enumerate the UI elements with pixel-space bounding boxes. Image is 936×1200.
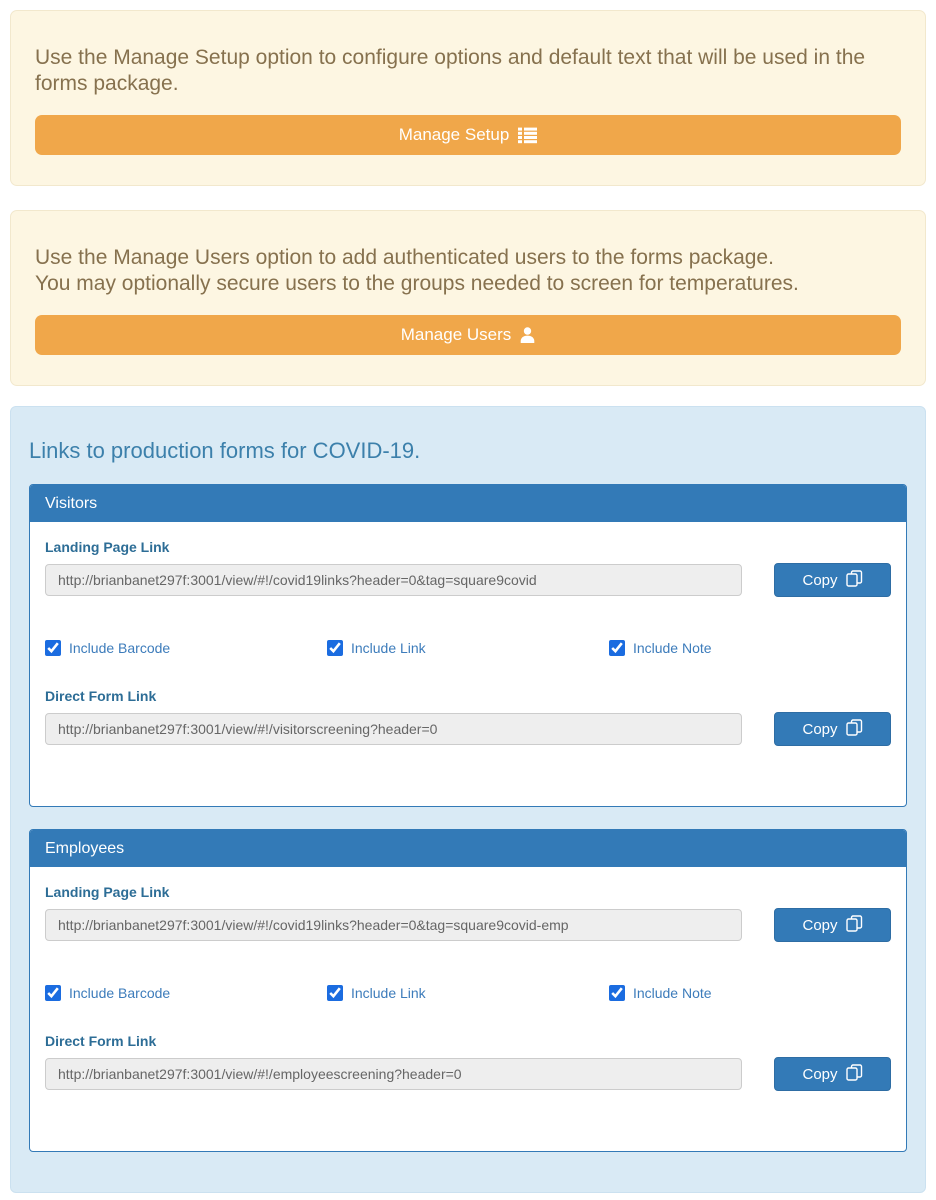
employees-landing-copy-button[interactable] xyxy=(774,908,891,942)
employees-direct-copy-button[interactable] xyxy=(774,1057,891,1091)
employees-landing-row xyxy=(45,909,891,942)
checkbox-label: Include Link xyxy=(350,640,426,657)
visitors-include-barcode-checkbox[interactable] xyxy=(45,640,61,656)
employees-include-link-checkbox[interactable] xyxy=(327,985,343,1001)
links-panel-heading: Links to production forms for COVID-19. xyxy=(29,437,421,463)
visitors-card-header xyxy=(30,485,906,522)
visitors-card-body xyxy=(30,522,906,806)
visitors-direct-row xyxy=(45,713,891,746)
manage-setup-button-label: Manage Setup xyxy=(398,124,510,144)
checkbox-label: Include Barcode xyxy=(69,640,171,657)
employees-direct-url-input[interactable] xyxy=(45,1058,742,1090)
employees-card-body xyxy=(30,867,906,1151)
checkbox-label: Include Link xyxy=(350,985,426,1002)
visitors-include-link-option[interactable] xyxy=(327,640,609,656)
copy-icon xyxy=(846,915,863,936)
employees-include-note-option[interactable] xyxy=(609,985,891,1001)
visitors-include-barcode-option[interactable] xyxy=(45,640,327,656)
manage-users-description-line1: Use the Manage Users option to add authenticated users to the forms package. xyxy=(35,245,774,269)
th-list-icon xyxy=(518,127,537,144)
manage-users-button-label: Manage Users xyxy=(400,324,512,344)
visitors-include-note-checkbox[interactable] xyxy=(609,640,625,656)
employees-card-title: Employees xyxy=(45,839,125,857)
copy-button-label: Copy xyxy=(802,720,838,738)
employees-card xyxy=(29,829,907,1152)
manage-users-button[interactable] xyxy=(35,315,901,355)
checkbox-label: Include Note xyxy=(632,985,712,1002)
visitors-include-note-option[interactable] xyxy=(609,640,891,656)
employees-landing-url-input[interactable] xyxy=(45,909,742,941)
visitors-direct-copy-button[interactable] xyxy=(774,712,891,746)
copy-icon xyxy=(846,719,863,740)
manage-users-description-line2: You may optionally secure users to the groups needed to screen for temperatures. xyxy=(35,272,799,296)
employees-include-barcode-option[interactable] xyxy=(45,985,327,1001)
employees-options-row xyxy=(45,985,891,1001)
visitors-card xyxy=(29,484,907,807)
manage-users-description xyxy=(35,245,901,298)
visitors-include-link-checkbox[interactable] xyxy=(327,640,343,656)
visitors-options-row xyxy=(45,640,891,656)
visitors-landing-row xyxy=(45,564,891,597)
visitors-landing-url-input[interactable] xyxy=(45,564,742,596)
copy-button-label: Copy xyxy=(802,916,838,934)
copy-icon xyxy=(846,570,863,591)
production-links-panel xyxy=(10,406,926,1194)
checkbox-label: Include Note xyxy=(632,640,712,657)
copy-button-label: Copy xyxy=(802,1065,838,1083)
manage-setup-panel xyxy=(10,10,926,186)
manage-users-panel xyxy=(10,210,926,386)
employees-card-header xyxy=(30,830,906,867)
employees-include-link-option[interactable] xyxy=(327,985,609,1001)
employees-include-barcode-checkbox[interactable] xyxy=(45,985,61,1001)
visitors-landing-label: Landing Page Link xyxy=(45,539,170,556)
employees-direct-row xyxy=(45,1058,891,1091)
user-icon xyxy=(520,327,535,343)
copy-button-label: Copy xyxy=(802,571,838,589)
checkbox-label: Include Barcode xyxy=(69,985,171,1002)
employees-direct-label: Direct Form Link xyxy=(45,1033,157,1050)
manage-setup-button[interactable] xyxy=(35,115,901,155)
visitors-landing-copy-button[interactable] xyxy=(774,563,891,597)
visitors-direct-url-input[interactable] xyxy=(45,713,742,745)
employees-landing-label: Landing Page Link xyxy=(45,884,170,901)
employees-include-note-checkbox[interactable] xyxy=(609,985,625,1001)
visitors-direct-label: Direct Form Link xyxy=(45,688,157,705)
copy-icon xyxy=(846,1064,863,1085)
visitors-card-title: Visitors xyxy=(45,494,98,512)
manage-setup-description: Use the Manage Setup option to configure options and default text that will be used in the forms package. xyxy=(35,46,866,96)
